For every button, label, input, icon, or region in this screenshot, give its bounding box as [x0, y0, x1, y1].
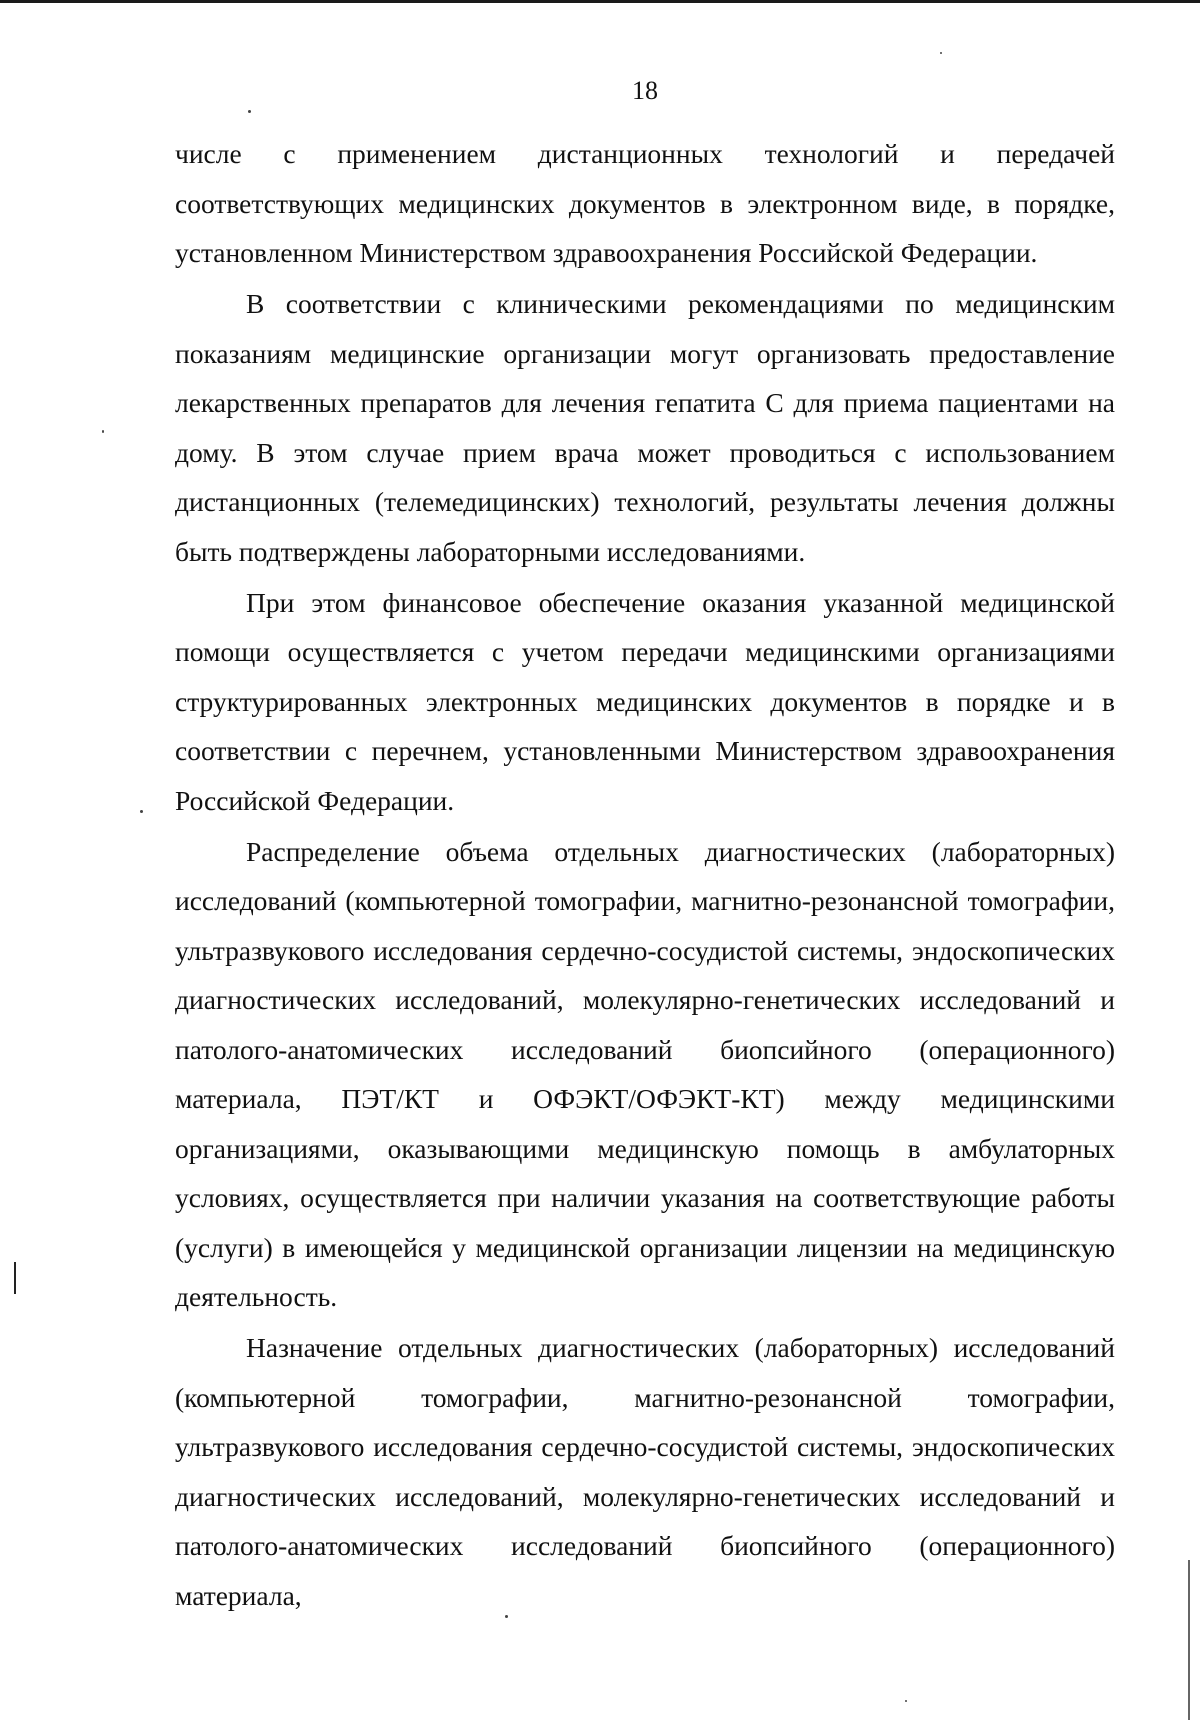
top-border-line [0, 0, 1200, 3]
scan-speck [102, 430, 104, 433]
paragraph-continuation: числе с применением дистанционных технологий и передачей соответствующих медицинских документов в электронном виде, в порядке, установленном Министерством здравоохранения Российской Федерации. [175, 138, 1115, 268]
scan-edge-mark [14, 1262, 16, 1294]
scan-speck [940, 52, 942, 54]
paragraph-financing: При этом финансовое обеспечение оказания указанной медицинской помощи осуществляется с учетом передачи медицинскими организациями структурированных электронных медицинских документов в порядке и в соответствии с перечнем, установленными Министерством здравоохранения Российской Федерации. [175, 586, 1115, 816]
scan-speck [905, 1700, 907, 1702]
scan-speck [248, 110, 251, 113]
page-number: 18 [632, 76, 658, 105]
scan-edge-mark [1188, 1560, 1190, 1720]
paragraph-home-treatment: В соответствии с клиническими рекомендациями по медицинским показаниям медицинские организации могут организовать предоставление лекарственных препаратов для лечения гепатита С для приема пациентами на дому. В этом случае прием врача может проводиться с использованием дистанционных (телемедицинских) технологий, результаты лечения должны быть подтверждены лабораторными исследованиями. [175, 288, 1115, 567]
paragraph-assignment: Назначение отдельных диагностических (лабораторных) исследований (компьютерной томографии, магнитно-резонансной томографии, ультразвукового исследования сердечно-сосудистой системы, эндоскопических диагностических исследований, молекулярно-генетических исследований и патолого-анатомических исследований биопсийного (операционного) материала, [175, 1332, 1115, 1611]
scan-speck [505, 1615, 508, 1618]
scan-speck [140, 810, 143, 813]
paragraph-distribution: Распределение объема отдельных диагностических (лабораторных) исследований (компьютерной томографии, магнитно-резонансной томографии, ультразвукового исследования сердечно-сосудистой системы, эндоскопических диагностических исследований, молекулярно-генетических исследований и патолого-анатомических исследований биопсийного (операционного) материала, ПЭТ/КТ и ОФЭКТ/ОФЭКТ-КТ) между медицинскими организациями, оказывающими медицинскую помощь в амбулаторных условиях, осуществляется при наличии указания на соответствующие работы (услуги) в имеющейся у медицинской организации лицензии на медицинскую деятельность. [175, 835, 1115, 1312]
body-text [175, 129, 1115, 1620]
